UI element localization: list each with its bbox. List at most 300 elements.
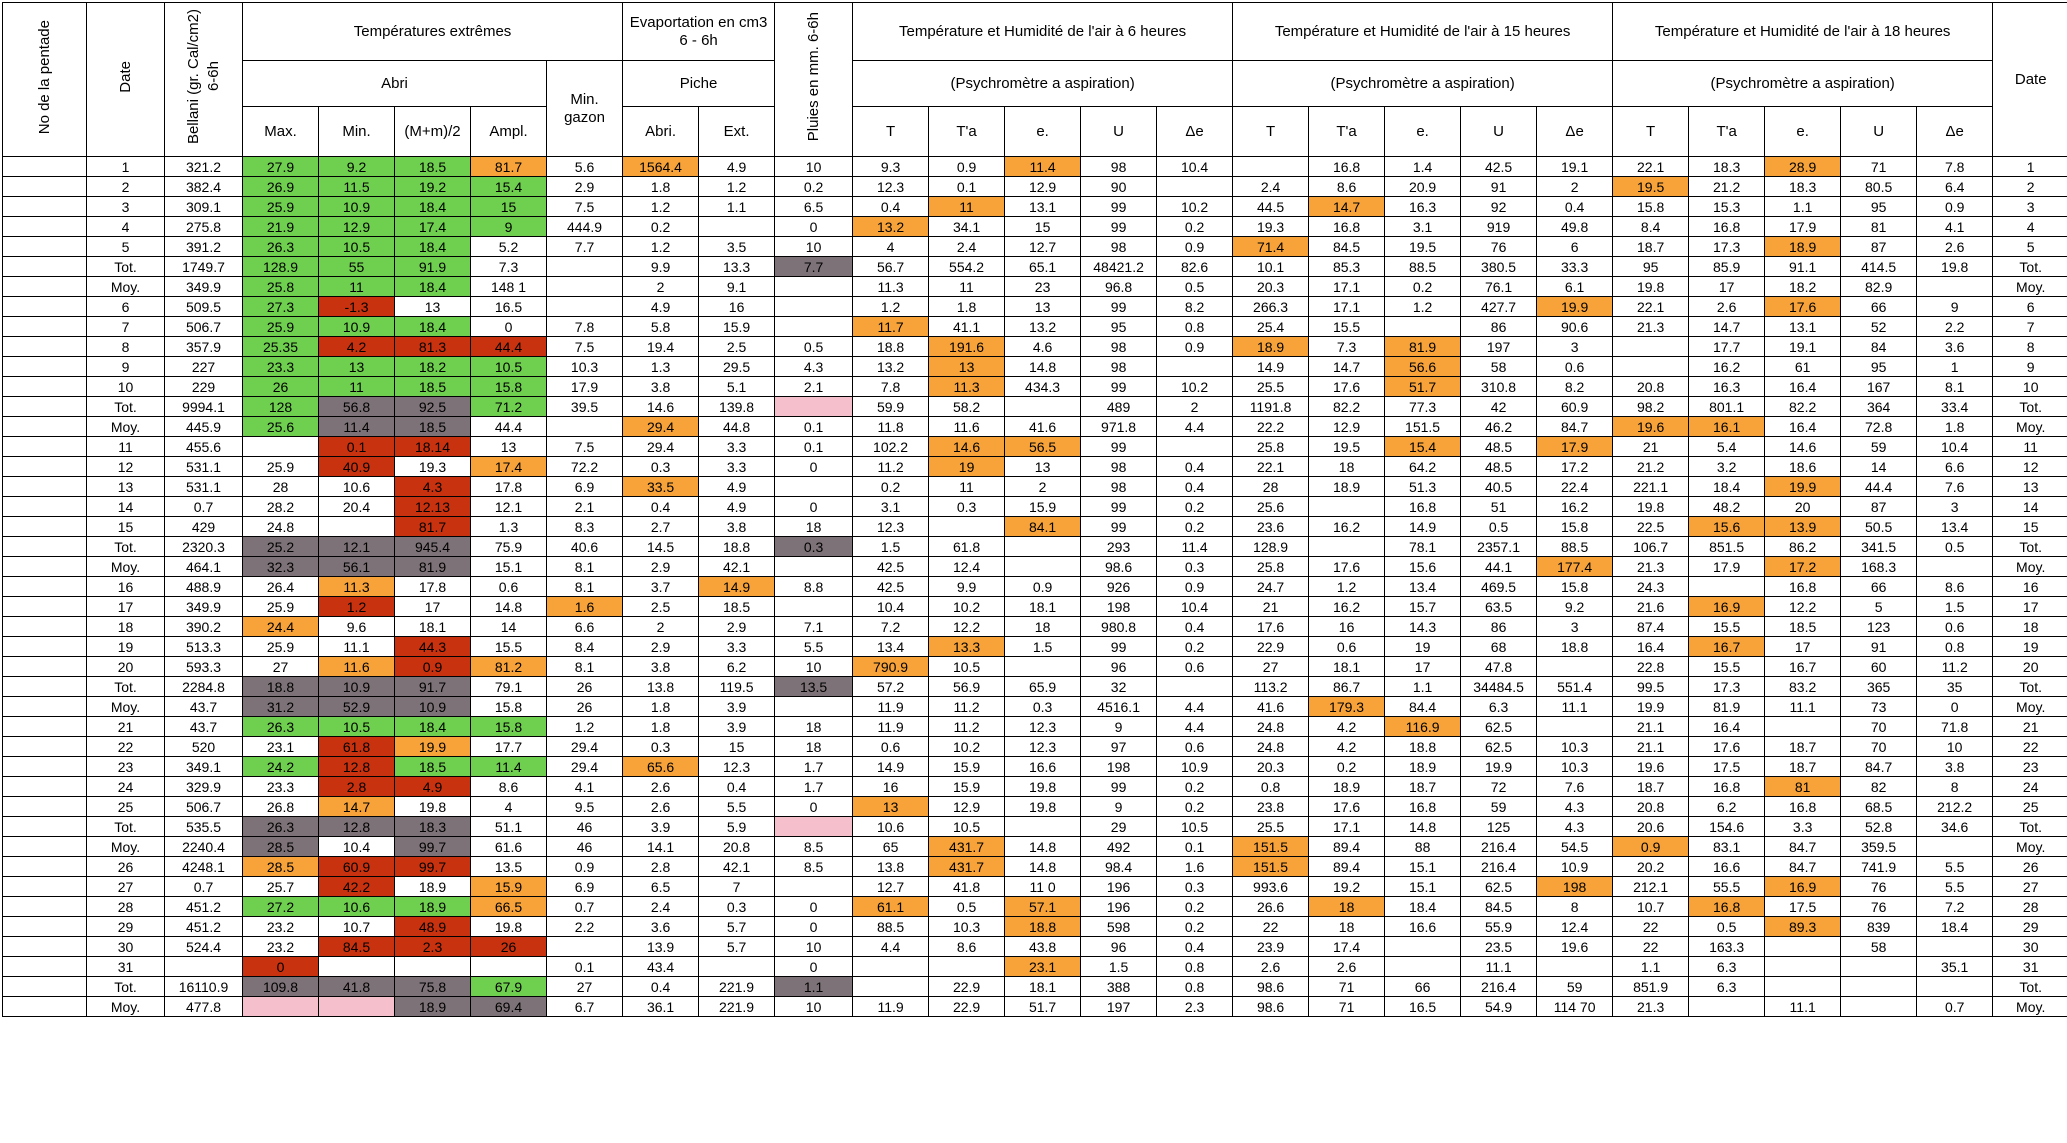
table-cell: 24.2	[243, 757, 319, 777]
table-cell: 21.1	[1613, 737, 1689, 757]
table-cell: 13.4	[1917, 517, 1993, 537]
header-de-15h: Δe	[1537, 107, 1613, 157]
table-cell: 0.2	[775, 177, 853, 197]
table-cell: 1.5	[853, 537, 929, 557]
table-cell: 21.2	[1689, 177, 1765, 197]
table-cell: 506.7	[165, 317, 243, 337]
table-cell: 2.5	[623, 597, 699, 617]
table-cell: 8.2	[1537, 377, 1613, 397]
table-cell: 364	[1841, 397, 1917, 417]
table-cell: 513.3	[165, 637, 243, 657]
table-cell: 13.1	[1765, 317, 1841, 337]
table-cell: 0.5	[1689, 917, 1765, 937]
table-cell: 18.9	[1233, 337, 1309, 357]
table-cell: 28.2	[243, 497, 319, 517]
table-cell	[3, 217, 87, 237]
table-cell: Moy.	[87, 697, 165, 717]
table-cell: 25.9	[243, 637, 319, 657]
table-cell: 0	[243, 957, 319, 977]
table-cell	[3, 397, 87, 417]
table-cell: 26	[547, 677, 623, 697]
table-cell: 14.7	[1689, 317, 1765, 337]
table-cell: 14	[87, 497, 165, 517]
table-cell: 8.1	[1917, 377, 1993, 397]
table-cell: 18.3	[1765, 177, 1841, 197]
header-ta-18h: T'a	[1689, 107, 1765, 157]
table-cell: 23	[87, 757, 165, 777]
table-cell: 59	[1537, 977, 1613, 997]
table-cell: 109.8	[243, 977, 319, 997]
table-cell: 21	[1993, 717, 2067, 737]
table-cell: 99	[1081, 517, 1157, 537]
table-cell: 12	[1993, 457, 2067, 477]
table-row	[3, 477, 2067, 497]
table-cell: 25.6	[243, 417, 319, 437]
table-cell: 18.9	[1765, 237, 1841, 257]
table-cell: 3.7	[623, 577, 699, 597]
table-cell: 8	[87, 337, 165, 357]
header-date: Date	[87, 3, 165, 157]
table-cell: 81.2	[471, 657, 547, 677]
table-cell: 9.9	[929, 577, 1005, 597]
table-cell: 15.5	[1689, 657, 1765, 677]
table-cell: 24.8	[1233, 717, 1309, 737]
table-cell	[3, 557, 87, 577]
table-cell: 25.5	[1233, 377, 1309, 397]
table-cell: 68	[1461, 637, 1537, 657]
table-cell: 57.2	[853, 677, 929, 697]
table-cell: 14.7	[319, 797, 395, 817]
table-cell: 91	[1461, 177, 1537, 197]
table-cell: 2.1	[547, 497, 623, 517]
table-cell	[3, 977, 87, 997]
table-cell: 444.9	[547, 217, 623, 237]
table-cell: 1.1	[1613, 957, 1689, 977]
table-cell: 6	[1537, 237, 1613, 257]
table-cell: 9	[87, 357, 165, 377]
table-cell: 4.4	[853, 937, 929, 957]
table-cell: 0.2	[1157, 517, 1233, 537]
table-cell: 227	[165, 357, 243, 377]
table-cell: 22.2	[1233, 417, 1309, 437]
table-cell: 0.6	[1157, 657, 1233, 677]
table-cell: 741.9	[1841, 857, 1917, 877]
table-cell: 19.9	[395, 737, 471, 757]
table-cell: 10.4	[1917, 437, 1993, 457]
table-cell: 5.4	[1689, 437, 1765, 457]
table-cell: 18.9	[395, 877, 471, 897]
table-cell: 18.4	[395, 277, 471, 297]
table-cell: 84.4	[1385, 697, 1461, 717]
table-cell: 18.1	[1005, 597, 1081, 617]
table-cell: 114 70	[1537, 997, 1613, 1017]
table-cell: 16.4	[1613, 637, 1689, 657]
table-cell	[3, 817, 87, 837]
table-cell: 71.4	[1233, 237, 1309, 257]
table-cell: 23	[1993, 757, 2067, 777]
table-cell: 1.2	[699, 177, 775, 197]
table-cell: 48.5	[1461, 457, 1537, 477]
table-cell: 43.7	[165, 717, 243, 737]
table-cell: 20.3	[1233, 277, 1309, 297]
table-cell	[1917, 977, 1993, 997]
table-cell: 10.6	[853, 817, 929, 837]
table-cell: 6.3	[1689, 957, 1765, 977]
table-cell: 12.9	[319, 217, 395, 237]
table-row	[3, 757, 2067, 777]
table-cell: 7.3	[471, 257, 547, 277]
table-cell: 22	[1993, 737, 2067, 757]
table-cell: 12	[87, 457, 165, 477]
table-cell: 25.2	[243, 537, 319, 557]
table-cell: 11.4	[1157, 537, 1233, 557]
table-cell	[1385, 317, 1461, 337]
table-cell: 21.9	[243, 217, 319, 237]
table-cell: 388	[1081, 977, 1157, 997]
table-cell: 275.8	[165, 217, 243, 237]
table-cell: 5.7	[699, 937, 775, 957]
table-cell: 76	[1841, 897, 1917, 917]
table-cell: 84.5	[1461, 897, 1537, 917]
table-cell: 17.9	[1689, 557, 1765, 577]
table-cell	[775, 557, 853, 577]
table-cell: 380.5	[1461, 257, 1537, 277]
table-cell: 7.2	[853, 617, 929, 637]
table-cell	[1917, 937, 1993, 957]
table-cell: 3.9	[699, 717, 775, 737]
table-cell: 16.9	[1765, 877, 1841, 897]
table-cell: 0.6	[471, 577, 547, 597]
table-cell: 10.4	[1157, 597, 1233, 617]
header-t-6h: T	[853, 107, 929, 157]
table-cell: 81	[1765, 777, 1841, 797]
table-cell: 33.3	[1537, 257, 1613, 277]
table-cell: 22.4	[1537, 477, 1613, 497]
table-cell: 18.5	[699, 597, 775, 617]
table-cell: 151.5	[1233, 837, 1309, 857]
table-cell: 18.4	[1917, 917, 1993, 937]
table-cell: 531.1	[165, 457, 243, 477]
table-cell: 19.9	[1461, 757, 1537, 777]
table-row	[3, 197, 2067, 217]
table-cell: Moy.	[1993, 697, 2067, 717]
table-cell	[1157, 677, 1233, 697]
table-cell: 23	[1005, 277, 1081, 297]
table-cell	[1005, 557, 1081, 577]
table-cell: 20.8	[699, 837, 775, 857]
table-cell: 91.7	[395, 677, 471, 697]
table-cell: 12.1	[471, 497, 547, 517]
header-date-right: Date	[1993, 3, 2067, 157]
table-cell: 1.1	[775, 977, 853, 997]
table-cell: 24	[87, 777, 165, 797]
table-cell: 65.1	[1005, 257, 1081, 277]
table-cell: 2.4	[929, 237, 1005, 257]
table-cell: 35	[1917, 677, 1993, 697]
table-cell: 212.2	[1917, 797, 1993, 817]
table-cell	[1157, 437, 1233, 457]
table-cell: 19.1	[1537, 157, 1613, 177]
table-cell: 32	[1081, 677, 1157, 697]
table-cell: 14.1	[623, 837, 699, 857]
table-cell: 6.3	[1461, 697, 1537, 717]
header-e-18h: e.	[1765, 107, 1841, 157]
table-cell: 1.6	[1157, 857, 1233, 877]
table-cell: 34484.5	[1461, 677, 1537, 697]
table-cell: 14.8	[471, 597, 547, 617]
table-cell: 1.1	[699, 197, 775, 217]
table-cell: 11.1	[1537, 697, 1613, 717]
table-cell: 81.9	[1689, 697, 1765, 717]
table-cell: 3.5	[699, 237, 775, 257]
table-cell: 95	[1841, 357, 1917, 377]
table-cell: 12.2	[929, 617, 1005, 637]
table-cell: 18	[87, 617, 165, 637]
table-cell: 196	[1081, 897, 1157, 917]
table-cell: 167	[1841, 377, 1917, 397]
table-cell: 0.9	[1613, 837, 1689, 857]
table-cell: 19.8	[1005, 777, 1081, 797]
table-cell	[1005, 537, 1081, 557]
table-cell: 3.8	[623, 377, 699, 397]
table-cell: 0.4	[1157, 937, 1233, 957]
table-cell: 81.3	[395, 337, 471, 357]
table-cell: 0.8	[1917, 637, 1993, 657]
table-cell: 13.8	[853, 857, 929, 877]
table-cell: 2.8	[319, 777, 395, 797]
table-cell	[775, 317, 853, 337]
table-cell: 21	[87, 717, 165, 737]
table-cell: 44.1	[1461, 557, 1537, 577]
table-cell: 98.6	[1233, 997, 1309, 1017]
table-cell: 97	[1081, 737, 1157, 757]
table-cell: 0.2	[1309, 757, 1385, 777]
table-cell: 8.5	[775, 857, 853, 877]
table-cell: 26.8	[243, 797, 319, 817]
table-cell: 17	[395, 597, 471, 617]
table-cell: 8.1	[547, 657, 623, 677]
table-cell: 10	[1917, 737, 1993, 757]
table-cell: 26	[87, 857, 165, 877]
table-cell: 0.3	[1157, 877, 1233, 897]
table-cell: 28.5	[243, 857, 319, 877]
table-cell: 10.5	[1157, 817, 1233, 837]
table-cell: 12.4	[1537, 917, 1613, 937]
table-cell: 19.8	[395, 797, 471, 817]
table-cell: 4.2	[1309, 717, 1385, 737]
table-cell: 341.5	[1841, 537, 1917, 557]
table-cell: 116.9	[1385, 717, 1461, 737]
table-cell	[3, 437, 87, 457]
table-cell: 18	[775, 737, 853, 757]
table-cell: 3.8	[623, 657, 699, 677]
table-cell: 80.5	[1841, 177, 1917, 197]
table-cell	[1157, 357, 1233, 377]
table-cell: 19.5	[1385, 237, 1461, 257]
table-cell: 4.4	[1157, 417, 1233, 437]
table-cell: 43.4	[623, 957, 699, 977]
table-cell	[3, 517, 87, 537]
table-cell: 14.8	[1005, 357, 1081, 377]
table-cell: 6.4	[1917, 177, 1993, 197]
table-cell: 29	[1993, 917, 2067, 937]
table-row	[3, 717, 2067, 737]
table-cell: 12.3	[699, 757, 775, 777]
table-cell: 3	[1993, 197, 2067, 217]
table-cell: 19.9	[1765, 477, 1841, 497]
table-cell: 30	[1993, 937, 2067, 957]
table-cell: 6.9	[547, 877, 623, 897]
table-cell: 229	[165, 377, 243, 397]
table-cell: 26.4	[243, 577, 319, 597]
table-cell: 11.4	[1005, 157, 1081, 177]
table-cell: 40.5	[1461, 477, 1537, 497]
table-cell: 18	[775, 717, 853, 737]
table-cell: 14.9	[1385, 517, 1461, 537]
table-cell: 17.3	[1689, 237, 1765, 257]
table-cell: 12.3	[1005, 737, 1081, 757]
table-cell: 62.5	[1461, 877, 1537, 897]
table-row	[3, 917, 2067, 937]
table-cell: 18.9	[395, 897, 471, 917]
table-cell: 10.9	[319, 317, 395, 337]
table-cell: 293	[1081, 537, 1157, 557]
table-cell: 1.2	[1385, 297, 1461, 317]
table-cell: 1.8	[929, 297, 1005, 317]
table-cell: 0.2	[623, 217, 699, 237]
table-cell: 64.2	[1385, 457, 1461, 477]
table-cell: 125	[1461, 817, 1537, 837]
table-cell: 28	[243, 477, 319, 497]
table-cell: 32.3	[243, 557, 319, 577]
table-cell: 98.4	[1081, 857, 1157, 877]
table-cell: 7.8	[547, 317, 623, 337]
table-cell: 19.9	[1537, 297, 1613, 317]
table-cell: 10.3	[1537, 757, 1613, 777]
table-cell: 16.5	[471, 297, 547, 317]
table-cell	[395, 957, 471, 977]
table-cell: 43.7	[165, 697, 243, 717]
table-cell: 0.2	[1157, 217, 1233, 237]
table-cell: 12.2	[1765, 597, 1841, 617]
table-cell: 6.5	[623, 877, 699, 897]
table-row	[3, 497, 2067, 517]
table-cell: 0.4	[1157, 477, 1233, 497]
table-cell: 12.3	[853, 177, 929, 197]
table-cell	[319, 957, 395, 977]
table-cell: 84.7	[1765, 837, 1841, 857]
table-cell: 2284.8	[165, 677, 243, 697]
table-cell: 11.1	[1765, 997, 1841, 1017]
table-row	[3, 697, 2067, 717]
table-cell: 139.8	[699, 397, 775, 417]
table-cell: 81.7	[471, 157, 547, 177]
table-cell: 801.1	[1689, 397, 1765, 417]
table-cell: 87.4	[1613, 617, 1689, 637]
table-cell: 78.1	[1385, 537, 1461, 557]
table-cell	[775, 277, 853, 297]
table-cell: 5.8	[623, 317, 699, 337]
table-cell	[1385, 957, 1461, 977]
table-cell: 27.9	[243, 157, 319, 177]
table-cell: 3.6	[623, 917, 699, 937]
table-cell: 84.7	[1765, 857, 1841, 877]
table-cell: 5.5	[699, 797, 775, 817]
table-cell: 16	[1993, 577, 2067, 597]
table-cell: 2	[623, 277, 699, 297]
table-cell: 2	[623, 617, 699, 637]
table-cell: 52	[1841, 317, 1917, 337]
table-cell: 2.2	[1917, 317, 1993, 337]
table-cell: 10.3	[547, 357, 623, 377]
table-cell: 0.2	[1157, 797, 1233, 817]
table-cell: 429	[165, 517, 243, 537]
table-cell: 98.6	[1081, 557, 1157, 577]
table-cell: 58.2	[929, 397, 1005, 417]
table-cell: 87	[1841, 237, 1917, 257]
table-cell: 28	[1993, 897, 2067, 917]
table-cell: 11.9	[853, 997, 929, 1017]
table-cell: 16.7	[1689, 637, 1765, 657]
table-row	[3, 797, 2067, 817]
table-cell: 17.7	[471, 737, 547, 757]
table-cell: 41.8	[319, 977, 395, 997]
table-cell: 9.3	[853, 157, 929, 177]
table-cell: 19.2	[1309, 877, 1385, 897]
table-cell: 0.8	[1157, 317, 1233, 337]
table-cell: 98.2	[1613, 397, 1689, 417]
table-cell: 99.7	[395, 857, 471, 877]
header-moyenne: (M+m)/2	[395, 107, 471, 157]
table-cell: 11.6	[929, 417, 1005, 437]
table-cell: 27.2	[243, 897, 319, 917]
table-cell: 23.6	[1233, 517, 1309, 537]
table-cell: 4.4	[1157, 697, 1233, 717]
table-cell: 11.3	[319, 577, 395, 597]
table-cell: 17.6	[1309, 557, 1385, 577]
table-cell: 15	[699, 737, 775, 757]
table-cell: 0.5	[1157, 277, 1233, 297]
table-cell: 56.9	[929, 677, 1005, 697]
header-u-6h: U	[1081, 107, 1157, 157]
table-cell: 357.9	[165, 337, 243, 357]
table-cell: 20.2	[1613, 857, 1689, 877]
table-cell: 10.2	[1157, 377, 1233, 397]
table-cell	[3, 857, 87, 877]
table-cell: 24	[1993, 777, 2067, 797]
table-cell: 28.9	[1765, 157, 1841, 177]
table-cell: 13.4	[1385, 577, 1461, 597]
table-cell: 14.9	[1233, 357, 1309, 377]
table-cell: 99.5	[1613, 677, 1689, 697]
table-cell	[3, 577, 87, 597]
table-cell: 25.6	[1233, 497, 1309, 517]
table-cell: 0.2	[1157, 917, 1233, 937]
table-cell: 2	[1005, 477, 1081, 497]
table-cell: 0.3	[1157, 557, 1233, 577]
table-cell: 18.4	[1689, 477, 1765, 497]
table-cell: 10	[775, 657, 853, 677]
table-cell: 16	[87, 577, 165, 597]
table-cell: 48.5	[1461, 437, 1537, 457]
table-cell: 18.5	[1765, 617, 1841, 637]
table-cell: 61.6	[471, 837, 547, 857]
table-cell: 11.5	[319, 177, 395, 197]
table-cell: 14	[1841, 457, 1917, 477]
table-cell	[1689, 577, 1765, 597]
table-cell: 11.2	[853, 457, 929, 477]
table-cell: 22	[87, 737, 165, 757]
